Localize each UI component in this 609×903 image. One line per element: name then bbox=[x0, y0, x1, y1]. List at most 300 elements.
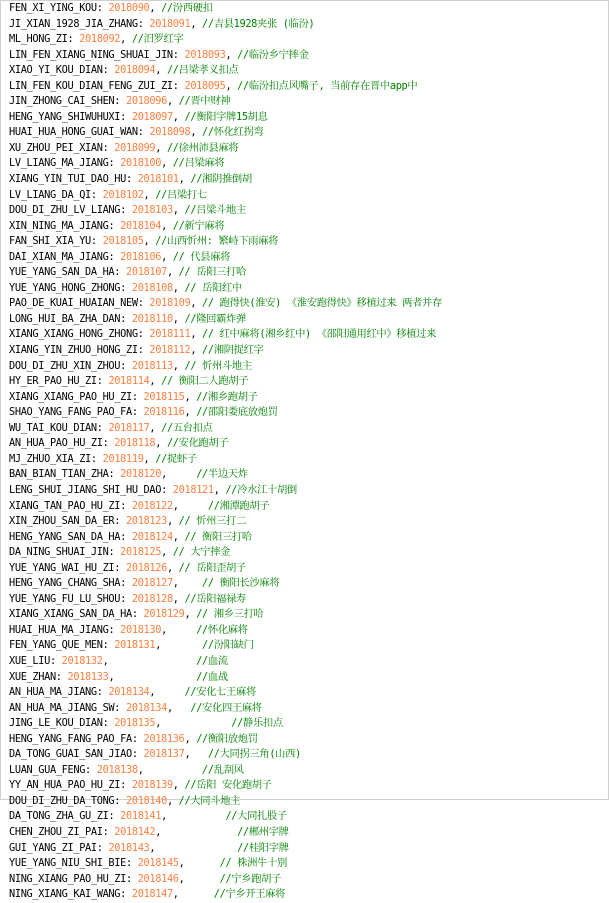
identifier: NING_XIANG_KAI_WANG bbox=[9, 888, 121, 901]
code-line bbox=[9, 125, 442, 141]
colon: : bbox=[55, 670, 68, 683]
comment: //捉虾子 bbox=[155, 452, 197, 465]
code-line bbox=[9, 374, 442, 390]
comma: , bbox=[172, 312, 185, 325]
identifier: XIANG_YIN_ZHUO_HONG_ZI bbox=[9, 344, 138, 357]
colon: : bbox=[102, 64, 115, 77]
colon: : bbox=[120, 281, 132, 294]
code-line bbox=[9, 203, 442, 219]
comma: , bbox=[172, 779, 185, 792]
code-line bbox=[9, 545, 442, 561]
code-line bbox=[9, 312, 442, 328]
identifier: DAI_XIAN_MA_JIANG bbox=[9, 250, 109, 263]
colon: : bbox=[102, 639, 115, 652]
identifier: JIN_ZHONG_CAI_SHEN bbox=[9, 95, 115, 108]
colon: : bbox=[108, 810, 121, 823]
code-line bbox=[9, 359, 442, 375]
value-number: 2018094 bbox=[114, 64, 156, 77]
code-line bbox=[9, 281, 442, 297]
code-line bbox=[9, 607, 442, 623]
comment: //岳阳 安化跑胡子 bbox=[184, 779, 272, 792]
comma: , bbox=[184, 608, 197, 621]
colon: : bbox=[137, 344, 150, 357]
code-line bbox=[9, 809, 442, 825]
code-line bbox=[9, 250, 442, 266]
identifier: LONG_HUI_BA_ZHA_DAN bbox=[9, 312, 121, 325]
identifier: NING_XIANG_PAO_HU_ZI bbox=[9, 872, 126, 885]
comma: , bbox=[155, 825, 167, 838]
value-number: 2018129 bbox=[143, 608, 185, 621]
colon: : bbox=[120, 592, 132, 605]
identifier: YUE_YANG_FU_LU_SHOU bbox=[9, 592, 121, 605]
value-number: 2018125 bbox=[120, 546, 162, 559]
value-number: 2018102 bbox=[102, 188, 144, 201]
value-number: 2018113 bbox=[131, 359, 173, 372]
comma: , bbox=[166, 95, 179, 108]
colon: : bbox=[114, 266, 126, 279]
comment: //大同扎股子 bbox=[172, 810, 287, 823]
value-number: 2018127 bbox=[131, 577, 173, 590]
identifier: DOU_DI_ZHU_LV_LIANG bbox=[9, 204, 121, 217]
comma: , bbox=[184, 748, 197, 761]
identifier: BAN_BIAN_TIAN_ZHA bbox=[9, 468, 109, 481]
identifier: FEN_YANG_QUE_MEN bbox=[9, 639, 103, 652]
code-line bbox=[9, 141, 442, 157]
code-line bbox=[9, 561, 442, 577]
identifier: XIANG_XIANG_SAN_DA_HA bbox=[9, 608, 132, 621]
colon: : bbox=[120, 110, 132, 123]
comment: //湘乡跑胡子 bbox=[196, 390, 258, 403]
value-number: 2018122 bbox=[131, 499, 173, 512]
identifier: YUE_YANG_SAN_DA_HA bbox=[9, 266, 115, 279]
code-line bbox=[9, 576, 442, 592]
colon: : bbox=[90, 452, 103, 465]
code-line bbox=[9, 732, 442, 748]
comment: //宁乡跑胡子 bbox=[190, 872, 282, 885]
comma: , bbox=[155, 639, 167, 652]
value-number: 2018126 bbox=[126, 561, 167, 574]
comment: //隆回霸炸弹 bbox=[184, 312, 246, 325]
identifier: FAN_SHI_XIA_YU bbox=[9, 235, 91, 248]
value-number: 2018136 bbox=[143, 732, 185, 745]
comma: , bbox=[190, 17, 203, 30]
comma: , bbox=[137, 763, 150, 776]
identifier: WU_TAI_KOU_DIAN bbox=[9, 421, 97, 434]
comma: , bbox=[102, 654, 115, 667]
value-number: 2018117 bbox=[108, 421, 150, 434]
value-number: 2018123 bbox=[126, 515, 167, 528]
code-line bbox=[9, 234, 442, 250]
comma: , bbox=[161, 157, 173, 170]
comment: //安化四王麻将 bbox=[178, 701, 262, 714]
comment: //血流 bbox=[114, 654, 228, 667]
comment: //郴州字牌 bbox=[166, 825, 289, 838]
identifier: XIANG_TAN_PAO_HU_ZI bbox=[9, 499, 121, 512]
comment: //半边天炸 bbox=[172, 468, 248, 481]
comma: , bbox=[161, 623, 173, 636]
code-line bbox=[9, 172, 442, 188]
value-number: 2018143 bbox=[108, 841, 150, 854]
comment: //邵阳娄底放炮罚 bbox=[196, 406, 278, 419]
comma: , bbox=[166, 794, 179, 807]
code-line bbox=[9, 296, 442, 312]
comment: //临汾扣点风嘴子, 当前存在晋中app中 bbox=[237, 79, 418, 92]
value-number: 2018124 bbox=[131, 530, 173, 543]
code-line bbox=[9, 48, 442, 64]
colon: : bbox=[131, 390, 144, 403]
comma: , bbox=[161, 546, 173, 559]
comment: //吕梁麻将 bbox=[172, 157, 225, 170]
colon: : bbox=[90, 235, 103, 248]
value-number: 2018096 bbox=[126, 95, 167, 108]
colon: : bbox=[102, 141, 115, 154]
colon: : bbox=[131, 732, 144, 745]
comma: , bbox=[161, 250, 173, 263]
colon: : bbox=[49, 654, 62, 667]
identifier: LV_LIANG_DA_QI bbox=[9, 188, 91, 201]
colon: : bbox=[131, 406, 144, 419]
code-line bbox=[9, 654, 442, 670]
value-number: 2018139 bbox=[131, 779, 173, 792]
comma: , bbox=[172, 359, 185, 372]
colon: : bbox=[96, 2, 109, 14]
comment: // 岳阳红中 bbox=[184, 281, 242, 294]
identifier: DA_TONG_ZHA_GU_ZI bbox=[9, 810, 109, 823]
identifier: DA_NING_SHUAI_JIN bbox=[9, 546, 109, 559]
code-line bbox=[9, 670, 442, 686]
comment: // 衡阳三打哈 bbox=[184, 530, 252, 543]
code-line bbox=[9, 156, 442, 172]
value-number: 2018135 bbox=[114, 717, 156, 730]
colon: : bbox=[126, 872, 138, 885]
code-line bbox=[9, 343, 442, 359]
colon: : bbox=[96, 841, 109, 854]
comment: //血战 bbox=[120, 670, 228, 683]
identifier: JI_XIAN_1928_JIA_ZHANG bbox=[9, 17, 138, 30]
identifier: AN_HUA_MA_JIANG_SW bbox=[9, 701, 115, 714]
identifier: FEN_XI_YING_KOU bbox=[9, 2, 97, 14]
comment: //山西忻州: 繁峙下雨麻将 bbox=[155, 235, 279, 248]
code-line bbox=[9, 452, 442, 468]
comma: , bbox=[225, 79, 238, 92]
value-number: 2018092 bbox=[79, 33, 121, 46]
comma: , bbox=[149, 2, 162, 14]
value-number: 2018121 bbox=[172, 483, 214, 496]
identifier: DA_TONG_GUAI_SAN_JIAO bbox=[9, 748, 132, 761]
comma: , bbox=[161, 219, 173, 232]
colon: : bbox=[85, 763, 97, 776]
comment: // 大宁摔金 bbox=[172, 546, 231, 559]
comment: // 湘乡三打哈 bbox=[196, 608, 264, 621]
code-line bbox=[9, 327, 442, 343]
comment: //汨罗红字 bbox=[131, 33, 184, 46]
value-number: 2018103 bbox=[131, 204, 173, 217]
comment: //徐州沛县麻将 bbox=[166, 141, 239, 154]
value-number: 2018128 bbox=[131, 592, 173, 605]
comma: , bbox=[172, 204, 185, 217]
colon: : bbox=[131, 748, 144, 761]
colon: : bbox=[126, 857, 138, 870]
comment: //衡阳字牌15胡息 bbox=[184, 110, 268, 123]
value-number: 2018107 bbox=[126, 266, 167, 279]
value-number: 2018118 bbox=[114, 437, 156, 450]
identifier: XUE_LIU bbox=[9, 654, 50, 667]
comment: //大同斗地主 bbox=[178, 794, 241, 807]
value-number: 2018134 bbox=[108, 686, 150, 699]
colon: : bbox=[108, 546, 121, 559]
comma: , bbox=[149, 841, 162, 854]
colon: : bbox=[96, 375, 109, 388]
comment: //吕梁孝义扣点 bbox=[166, 64, 239, 77]
identifier: HUAI_HUA_MA_JIANG bbox=[9, 623, 109, 636]
value-number: 2018110 bbox=[131, 312, 173, 325]
colon: : bbox=[120, 499, 132, 512]
comment: //安化跑胡子 bbox=[166, 437, 229, 450]
colon: : bbox=[114, 95, 126, 108]
comment: //湘潭跑胡子 bbox=[184, 499, 270, 512]
comment: //乱刮风 bbox=[149, 763, 244, 776]
value-number: 2018099 bbox=[114, 141, 156, 154]
identifier: LIN_FEN_KOU_DIAN_FENG_ZUI_ZI bbox=[9, 79, 173, 92]
identifier: GUI_YANG_ZI_PAI bbox=[9, 841, 97, 854]
comment: //怀化麻将 bbox=[172, 623, 248, 636]
comment: //桂阳字牌 bbox=[161, 841, 289, 854]
comma: , bbox=[149, 421, 162, 434]
code-line bbox=[9, 421, 442, 437]
comma: , bbox=[184, 390, 197, 403]
colon: : bbox=[120, 779, 132, 792]
comment: // 红中麻将(湘乡红中) 《邵阳通用红中》移植过来 bbox=[202, 328, 437, 341]
identifier: XIN_ZHOU_SAN_DA_ER bbox=[9, 515, 115, 528]
comment: //新宁麻将 bbox=[172, 219, 225, 232]
colon: : bbox=[90, 188, 103, 201]
identifier: YY_AN_HUA_PAO_HU_ZI bbox=[9, 779, 121, 792]
colon: : bbox=[137, 297, 150, 310]
identifier: XIAO_YI_KOU_DIAN bbox=[9, 64, 103, 77]
comma: , bbox=[155, 437, 167, 450]
comment: //吕梁斗地主 bbox=[184, 204, 246, 217]
code-line bbox=[9, 467, 442, 483]
value-number: 2018147 bbox=[131, 888, 173, 901]
identifier: CHEN_ZHOU_ZI_PAI bbox=[9, 825, 103, 838]
colon: : bbox=[126, 173, 138, 186]
comma: , bbox=[190, 126, 203, 139]
value-number: 2018114 bbox=[108, 375, 150, 388]
comma: , bbox=[213, 483, 226, 496]
identifier: XIANG_XIANG_HONG_ZHONG bbox=[9, 328, 138, 341]
comma: , bbox=[172, 530, 185, 543]
comma: , bbox=[178, 857, 191, 870]
comment: // 忻州斗地主 bbox=[184, 359, 252, 372]
identifier: LUAN_GUA_FENG bbox=[9, 763, 86, 776]
comma: , bbox=[190, 344, 203, 357]
comma: , bbox=[143, 188, 156, 201]
comment: // 代县麻将 bbox=[172, 250, 231, 263]
code-line bbox=[9, 483, 442, 499]
comma: , bbox=[184, 406, 197, 419]
identifier: YUE_YANG_NIU_SHI_BIE bbox=[9, 857, 126, 870]
identifier: AN_HUA_PAO_HU_ZI bbox=[9, 437, 103, 450]
colon: : bbox=[161, 483, 173, 496]
value-number: 2018098 bbox=[149, 126, 191, 139]
comma: , bbox=[155, 141, 167, 154]
comment: // 岳阳三打哈 bbox=[178, 266, 246, 279]
comment: //湘阴推倒胡 bbox=[190, 173, 252, 186]
colon: : bbox=[114, 794, 126, 807]
comma: , bbox=[108, 670, 121, 683]
code-line bbox=[9, 763, 442, 779]
value-number: 2018145 bbox=[137, 857, 179, 870]
colon: : bbox=[120, 530, 132, 543]
code-line bbox=[9, 436, 442, 452]
identifier: HENG_YANG_SHIWUHUXI bbox=[9, 110, 121, 123]
identifier: LV_LIANG_MA_JIANG bbox=[9, 157, 109, 170]
code-line bbox=[9, 32, 442, 48]
value-number: 2018141 bbox=[120, 810, 162, 823]
comment: //岳阳福禄寿 bbox=[184, 592, 246, 605]
comma: , bbox=[155, 64, 167, 77]
value-number: 2018131 bbox=[114, 639, 156, 652]
identifier: HENG_YANG_FANG_PAO_FA bbox=[9, 732, 132, 745]
code-line bbox=[9, 17, 442, 33]
colon: : bbox=[102, 825, 115, 838]
comma: , bbox=[161, 468, 173, 481]
code-line bbox=[9, 1, 442, 17]
value-number: 2018140 bbox=[126, 794, 167, 807]
comment: //临汾乡宁摔金 bbox=[237, 48, 309, 61]
value-number: 2018119 bbox=[102, 452, 144, 465]
comment: //吕梁打七 bbox=[155, 188, 207, 201]
code-line bbox=[9, 794, 442, 810]
value-number: 2018116 bbox=[143, 406, 185, 419]
value-number: 2018132 bbox=[61, 654, 103, 667]
colon: : bbox=[108, 219, 121, 232]
comment: //安化七王麻将 bbox=[161, 686, 256, 699]
value-number: 2018138 bbox=[96, 763, 138, 776]
colon: : bbox=[172, 79, 185, 92]
comma: , bbox=[166, 561, 179, 574]
colon: : bbox=[137, 126, 150, 139]
identifier: HENG_YANG_SAN_DA_HA bbox=[9, 530, 121, 543]
colon: : bbox=[120, 888, 132, 901]
identifier: DOU_DI_ZHU_DA_TONG bbox=[9, 794, 115, 807]
colon: : bbox=[108, 623, 121, 636]
identifier: AN_HUA_MA_JIANG bbox=[9, 686, 97, 699]
identifier: LENG_SHUI_JIANG_SHI_HU_DAO bbox=[9, 483, 162, 496]
colon: : bbox=[108, 468, 121, 481]
code-line bbox=[9, 499, 442, 515]
identifier: DOU_DI_ZHU_XIN_ZHOU bbox=[9, 359, 121, 372]
comment: //宁乡开王麻将 bbox=[184, 888, 286, 901]
identifier: JING_LE_KOU_DIAN bbox=[9, 717, 103, 730]
comma: , bbox=[225, 48, 238, 61]
value-number: 2018133 bbox=[67, 670, 109, 683]
colon: : bbox=[102, 717, 115, 730]
value-number: 2018137 bbox=[143, 748, 185, 761]
identifier: XIN_NING_MA_JIANG bbox=[9, 219, 109, 232]
code-line bbox=[9, 405, 442, 421]
colon: : bbox=[96, 421, 109, 434]
code-lines bbox=[9, 1, 442, 903]
identifier: HUAI_HUA_HONG_GUAI_WAN bbox=[9, 126, 138, 139]
comma: , bbox=[166, 515, 179, 528]
colon: : bbox=[102, 437, 115, 450]
comment: // 忻州三打二 bbox=[178, 515, 246, 528]
value-number: 2018146 bbox=[137, 872, 179, 885]
comment: //怀化红拐弯 bbox=[202, 126, 264, 139]
comment: //吉县1928夹张 (临汾) bbox=[202, 17, 315, 30]
comment: // 跑得快(淮安) 《淮安跑得快》移植过来 两者并存 bbox=[202, 297, 442, 310]
code-line bbox=[9, 685, 442, 701]
colon: : bbox=[114, 561, 126, 574]
comment: //湘阴捉红字 bbox=[202, 344, 264, 357]
colon: : bbox=[120, 204, 132, 217]
value-number: 2018090 bbox=[108, 2, 150, 14]
colon: : bbox=[67, 33, 80, 46]
code-line bbox=[9, 887, 442, 903]
comma: , bbox=[190, 297, 203, 310]
colon: : bbox=[108, 250, 121, 263]
value-number: 2018106 bbox=[120, 250, 162, 263]
comma: , bbox=[120, 33, 132, 46]
code-line bbox=[9, 79, 442, 95]
identifier: PAO_DE_KUAI_HUAIAN_NEW bbox=[9, 297, 138, 310]
code-line bbox=[9, 188, 442, 204]
comma: , bbox=[172, 888, 185, 901]
value-number: 2018105 bbox=[102, 235, 144, 248]
identifier: LIN_FEN_XIANG_NING_SHUAI_JIN bbox=[9, 48, 173, 61]
code-line bbox=[9, 219, 442, 235]
identifier: XIANG_XIANG_PAO_HU_ZI bbox=[9, 390, 132, 403]
value-number: 2018112 bbox=[149, 344, 191, 357]
value-number: 2018095 bbox=[184, 79, 226, 92]
comma: , bbox=[149, 375, 162, 388]
comma: , bbox=[178, 872, 191, 885]
code-line bbox=[9, 778, 442, 794]
code-line bbox=[9, 110, 442, 126]
comma: , bbox=[149, 686, 162, 699]
value-number: 2018097 bbox=[131, 110, 173, 123]
code-line bbox=[9, 592, 442, 608]
value-number: 2018130 bbox=[120, 623, 162, 636]
value-number: 2018091 bbox=[149, 17, 191, 30]
code-line bbox=[9, 872, 442, 888]
value-number: 2018104 bbox=[120, 219, 162, 232]
value-number: 2018109 bbox=[149, 297, 191, 310]
value-number: 2018134 bbox=[126, 701, 167, 714]
comma: , bbox=[184, 732, 197, 745]
colon: : bbox=[120, 312, 132, 325]
identifier: HENG_YANG_CHANG_SHA bbox=[9, 577, 121, 590]
code-line bbox=[9, 265, 442, 281]
comment: // 株洲牛十别 bbox=[190, 857, 287, 870]
colon: : bbox=[120, 359, 132, 372]
code-line bbox=[9, 638, 442, 654]
comma: , bbox=[143, 235, 156, 248]
comma: , bbox=[166, 701, 179, 714]
value-number: 2018101 bbox=[137, 173, 179, 186]
colon: : bbox=[114, 701, 126, 714]
comma: , bbox=[178, 173, 191, 186]
code-line bbox=[9, 825, 442, 841]
comma: , bbox=[161, 810, 173, 823]
code-line bbox=[9, 716, 442, 732]
comma: , bbox=[155, 717, 167, 730]
identifier: SHAO_YANG_FANG_PAO_FA bbox=[9, 406, 132, 419]
identifier: XUE_ZHAN bbox=[9, 670, 56, 683]
comma: , bbox=[190, 328, 203, 341]
colon: : bbox=[120, 577, 132, 590]
